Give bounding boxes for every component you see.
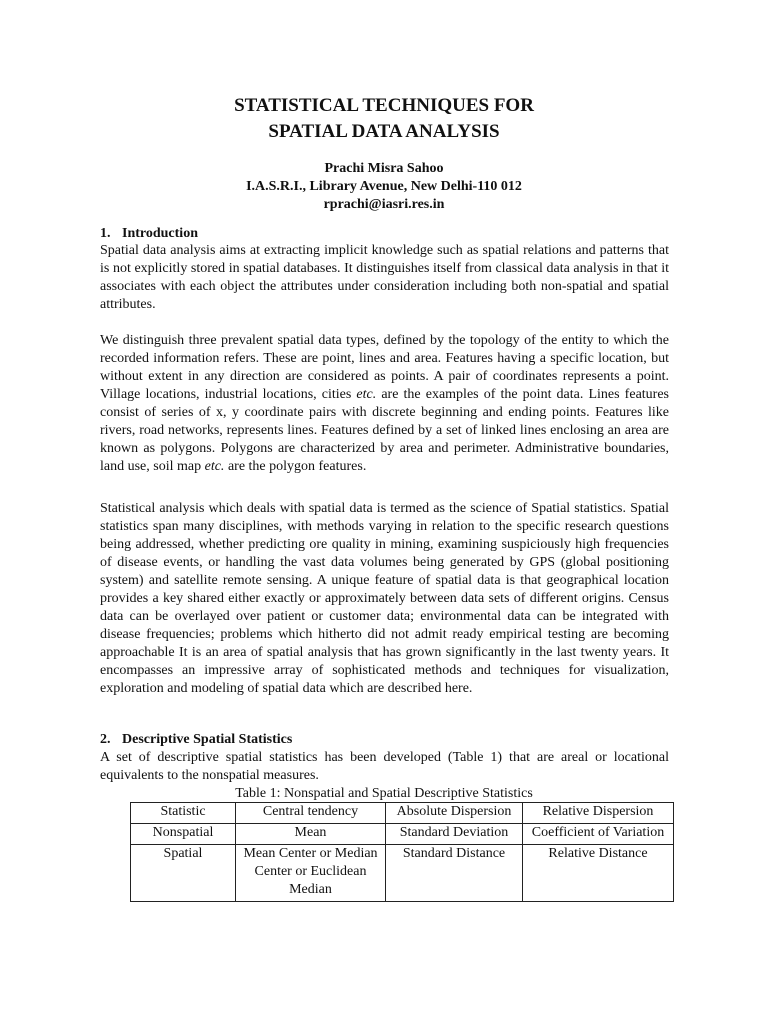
descriptive-statistics-table [130, 802, 674, 902]
table-header-cell: Central tendency [236, 803, 386, 824]
paper-title-line-2: SPATIAL DATA ANALYSIS [268, 121, 500, 142]
table-cell: Mean Center or Median Center or Euclidean Median [236, 845, 386, 902]
table-cell: Spatial [131, 845, 236, 902]
table-cell: Standard Deviation [386, 824, 523, 845]
table-header-cell: Statistic [131, 803, 236, 824]
author-name: Prachi Misra Sahoo [324, 161, 444, 176]
section-2-paragraph-1: A set of descriptive spatial statistics has been developed (Table 1) that are areal or locational equivalents to the nonspatial measures. [100, 750, 669, 783]
table-header-row [131, 803, 674, 824]
section-1-number: 1. [100, 226, 111, 241]
section-1-title: Introduction [122, 226, 198, 241]
section-1-paragraph-2: We distinguish three prevalent spatial data types, defined by the topology of the entity to which the recorded information refers. These are point, lines and area. Features having a specific location, but without extent in any direction are considered as points. A pair of coordinates represents a point. Village locations, industrial locations, cities etc. are the examples of the point data. Lines features consist of series of x, y coordinate pairs with discrete beginning and ending points. Features like rivers, road networks, represents lines. Features defined by a set of linked lines enclosing an area are known as polygons. Polygons are characterized by area and perimeter. Administrative boundaries, land use, soil map etc. are the polygon features. [100, 333, 669, 474]
table-row [131, 824, 674, 845]
section-2-title: Descriptive Spatial Statistics [122, 732, 293, 747]
section-1-paragraph-1: Spatial data analysis aims at extracting implicit knowledge such as spatial relations and patterns that is not explicitly stored in spatial databases. It distinguishes itself from classical data analysis in that it associates with each object the attributes under consideration including both non-spatial and spatial attributes. [100, 243, 669, 312]
author-affiliation: I.A.S.R.I., Library Avenue, New Delhi-110 012 [246, 179, 522, 194]
table-header-cell: Relative Dispersion [523, 803, 674, 824]
table-row [131, 845, 674, 902]
table-cell: Coefficient of Variation [523, 824, 674, 845]
table-cell: Standard Distance [386, 845, 523, 902]
section-1-heading [100, 225, 198, 243]
table-1-caption: Table 1: Nonspatial and Spatial Descriptive Statistics [235, 786, 533, 801]
table-cell: Nonspatial [131, 824, 236, 845]
section-2-heading [100, 731, 292, 749]
table-header-cell: Absolute Dispersion [386, 803, 523, 824]
section-1-paragraph-3: Statistical analysis which deals with spatial data is termed as the science of Spatial statistics. Spatial statistics span many disciplines, with methods varying in relation to the specific research questions being addressed, whether predicting ore quality in mining, examining suspiciously high frequencies of disease events, or handling the vast data volumes being generated by GPS (global positioning system) and satellite remote sensing. A unique feature of spatial data is that geographical location provides a key shared either exactly or approximately between data sets of different origins. Census data can be overlayed over patient or customer data; environmental data can be integrated with disease frequencies; problems which hitherto did not admit ready empirical testing are becoming approachable It is an area of spatial analysis that has grown significantly in the last twenty years. It encompasses an impressive array of sophisticated methods and techniques for visualization, exploration and modeling of spatial data which are described here. [100, 501, 669, 696]
section-2-number: 2. [100, 732, 111, 747]
author-email: rprachi@iasri.res.in [323, 197, 445, 212]
table-cell: Relative Distance [523, 845, 674, 902]
table-cell: Mean [236, 824, 386, 845]
paper-title-line-1: STATISTICAL TECHNIQUES FOR [234, 95, 534, 116]
